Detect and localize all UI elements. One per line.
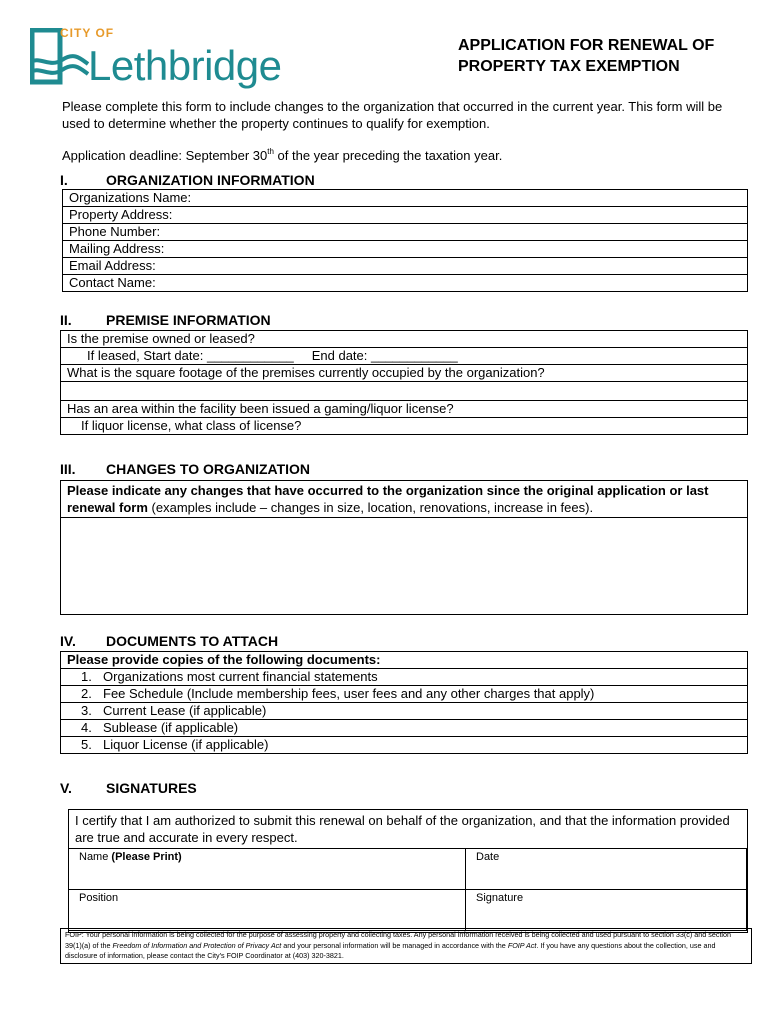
- intro-text: Please complete this form to include changes to the organization that occurred in the current year. This form will be used to determine whether the property continues to qualify for exemption.: [62, 99, 723, 131]
- signature-grid: [68, 848, 747, 931]
- document-number: 2.: [81, 686, 92, 701]
- document-number: 5.: [81, 737, 92, 752]
- name-field[interactable]: [69, 849, 466, 890]
- date-label: Date: [476, 851, 500, 863]
- document-number: 1.: [81, 669, 92, 684]
- section-4-num: IV.: [60, 633, 76, 649]
- phone-number-field[interactable]: Phone Number:: [63, 224, 748, 241]
- changes-instructions: [61, 481, 747, 518]
- changes-bold: Please indicate any changes that have occurred to the organization since the original application or last renewal form: [67, 483, 709, 515]
- city-logo: [30, 28, 300, 92]
- license-class-field[interactable]: [61, 418, 748, 435]
- foip-part-a: FOIP: Your personal information is being collected for the purpose of assessing property and collecting taxes. Any personal information received is being collected and used pursuant to section 33(c) and section 39(1)(a) of the: [65, 930, 732, 950]
- document-text: Current Lease (if applicable): [103, 703, 267, 718]
- changes-textarea[interactable]: [61, 518, 747, 614]
- section-1-num: I.: [60, 172, 68, 188]
- document-item: [61, 720, 748, 737]
- section-1-title: ORGANIZATION INFORMATION: [106, 172, 315, 188]
- deadline-text: [62, 147, 502, 163]
- signature-label: Signature: [476, 892, 524, 904]
- foip-part-c: . If you have any questions about the collection, use and disclosure of information, please contact the City's FOIP Coordinator at (403) 320-3821.: [65, 940, 716, 960]
- square-footage-field[interactable]: [61, 382, 748, 401]
- section-5-heading: [60, 780, 197, 796]
- document-title: [458, 35, 758, 77]
- section-3-num: III.: [60, 461, 76, 477]
- section-2-title: PREMISE INFORMATION: [106, 312, 271, 328]
- logo-name: Lethbridge: [88, 42, 282, 89]
- name-label: Name: [79, 851, 112, 863]
- square-footage-question: What is the square footage of the premises currently occupied by the organization?: [61, 365, 748, 382]
- document-item: [61, 737, 748, 754]
- documents-header: Please provide copies of the following documents:: [61, 652, 748, 669]
- title-line-2: PROPERTY TAX EXEMPTION: [458, 58, 680, 75]
- name-label-bold: (Please Print): [111, 851, 182, 863]
- document-text: Sublease (if applicable): [103, 720, 239, 735]
- lease-start-label: If leased, Start date: ____________: [87, 348, 294, 363]
- license-question-field[interactable]: Has an area within the facility been issued a gaming/liquor license?: [61, 401, 748, 418]
- org-name-field[interactable]: Organizations Name:: [63, 190, 748, 207]
- deadline-sup: th: [267, 147, 274, 156]
- section-5-num: V.: [60, 780, 72, 796]
- document-item: [61, 686, 748, 703]
- document-number: 3.: [81, 703, 92, 718]
- documents-table: [60, 651, 748, 754]
- foip-part-b: and your personal information will be managed in accordance with the: [281, 940, 508, 950]
- foip-act-name: Freedom of Information and Protection of Privacy Act: [112, 940, 282, 950]
- contact-name-field[interactable]: Contact Name:: [63, 275, 748, 292]
- title-line-1: APPLICATION FOR RENEWAL OF: [458, 37, 715, 54]
- section-4-title: DOCUMENTS TO ATTACH: [106, 633, 279, 649]
- lease-end-label: End date: ____________: [311, 348, 458, 363]
- certification-text: I certify that I am authorized to submit this renewal on behalf of the organization, and that the information provided are true and accurate in every respect.: [75, 813, 730, 845]
- section-5-title: SIGNATURES: [106, 780, 197, 796]
- foip-notice: [60, 928, 752, 964]
- position-label: Position: [79, 892, 119, 904]
- document-text: Fee Schedule (Include membership fees, user fees and any other charges that apply): [103, 686, 595, 701]
- document-item: [61, 703, 748, 720]
- deadline-suffix: of the year preceding the taxation year.: [273, 148, 503, 163]
- mailing-address-field[interactable]: Mailing Address:: [63, 241, 748, 258]
- foip-act-short: FOIP Act: [507, 940, 537, 950]
- changes-examples: (examples include – changes in size, location, renovations, increase in fees).: [147, 500, 594, 515]
- position-field[interactable]: [69, 890, 466, 931]
- document-item: [61, 669, 748, 686]
- document-number: 4.: [81, 720, 92, 735]
- section-3-title: CHANGES TO ORGANIZATION: [106, 461, 311, 477]
- premise-info-table: [60, 330, 748, 435]
- logo-city-of: CITY OF: [60, 26, 115, 40]
- lease-dates-field[interactable]: [61, 348, 748, 365]
- document-text: Liquor License (if applicable): [103, 737, 269, 752]
- date-field[interactable]: [466, 849, 747, 890]
- section-2-num: II.: [60, 312, 72, 328]
- deadline-prefix: Application deadline: September 30: [62, 148, 268, 163]
- signature-box: [68, 809, 748, 933]
- changes-box: [60, 480, 748, 615]
- email-address-field[interactable]: Email Address:: [63, 258, 748, 275]
- owned-or-leased-field[interactable]: Is the premise owned or leased?: [61, 331, 748, 348]
- license-class-label: If liquor license, what class of license?: [81, 418, 302, 433]
- section-4-heading: [60, 633, 278, 649]
- signature-field[interactable]: [466, 890, 747, 931]
- document-text: Organizations most current financial statements: [103, 669, 378, 684]
- property-address-field[interactable]: Property Address:: [63, 207, 748, 224]
- organization-info-table: [62, 189, 748, 292]
- section-2-heading: [60, 312, 271, 328]
- section-3-heading: [60, 461, 310, 477]
- section-1-heading: [60, 172, 315, 188]
